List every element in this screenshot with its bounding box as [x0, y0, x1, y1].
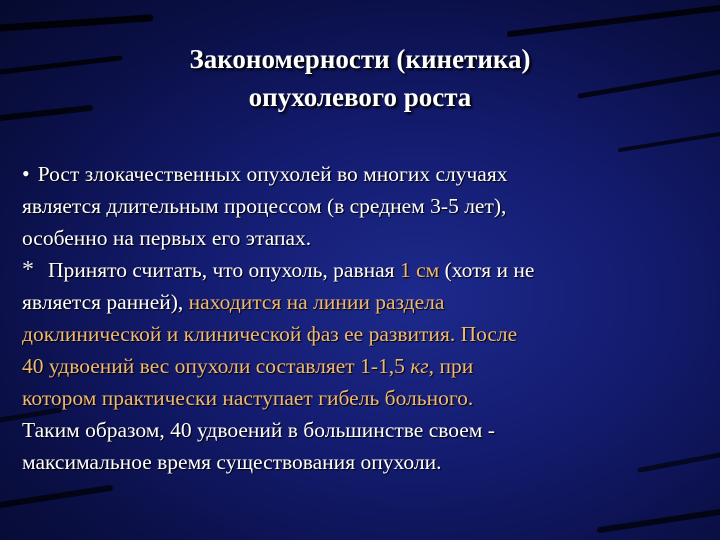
- slide-body: [22, 158, 712, 478]
- bullet-2-line-1c: (хотя и не: [439, 258, 535, 282]
- bullet-1-line-3: особенно на первых его этапах.: [22, 226, 312, 250]
- bullet-2-line-7: максимальное время существования опухоли.: [22, 450, 442, 474]
- bullet-2-line-1a: Принято считать, что опухоль, равная: [48, 258, 400, 282]
- title-line-1: Закономерности (кинетика): [189, 44, 531, 74]
- bullet-2-line-4a: 40 удвоений вес опухоли составляет 1-1,5: [22, 354, 411, 378]
- title-line-2: опухолевого роста: [248, 82, 472, 112]
- bullet-1-line-1: Рост злокачественных опухолей во многих случаях: [37, 162, 508, 186]
- bullet-1-line-2: является длительным процессом (в среднем 3-5 лет),: [22, 194, 507, 218]
- bullet-dot-icon: •: [22, 161, 30, 186]
- bullet-2-line-5: котором практически наступает гибель больного.: [22, 386, 474, 410]
- highlight-boundary: находится на линии раздела: [188, 290, 445, 314]
- bullet-2-line-6: Таким образом, 40 удвоений в большинстве своем -: [22, 418, 495, 442]
- slide-title: [0, 40, 720, 116]
- bullet-2: [22, 254, 712, 478]
- bullet-2-line-3: доклинической и клинической фаз ее развития. После: [22, 322, 518, 346]
- bullet-2-unit-kg: кг,: [410, 354, 435, 378]
- bullet-2-line-2a: является ранней),: [22, 290, 189, 314]
- bullet-1: [22, 158, 712, 254]
- bullet-star-icon: *: [22, 257, 34, 283]
- bullet-2-line-4c: при: [434, 354, 474, 378]
- highlight-size: 1 см: [399, 258, 440, 282]
